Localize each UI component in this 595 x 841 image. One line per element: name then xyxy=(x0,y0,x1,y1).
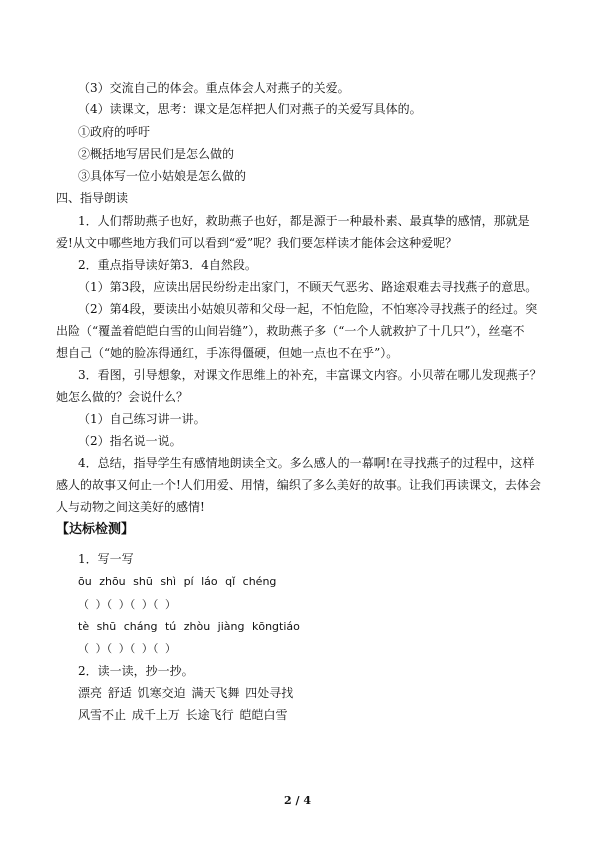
text-line: 人与动物之间这美好的感情! xyxy=(56,500,205,514)
text-line: （1）自己练习讲一讲。 xyxy=(78,412,206,426)
page-number: 2 / 4 xyxy=(284,794,311,807)
section-heading: 【达标检测】 xyxy=(56,522,135,537)
text-line: （1）第3段，应读出居民纷纷走出家门，不顾天气恶劣、路途艰难去寻找燕子的意思。 xyxy=(78,280,538,294)
text-line: 2．重点指导读好第3．4自然段。 xyxy=(78,258,257,272)
text-line: ①政府的呼吁 xyxy=(78,125,151,139)
text-line: （2）第4段，要读出小姑娘贝蒂和父母一起，不怕危险，不怕寒冷寻找燕子的经过。突 xyxy=(78,302,538,316)
text-line: 想自己（“她的脸冻得通红，手冻得僵硬，但她一点也不在乎”）。 xyxy=(56,346,399,360)
exercise-2-title: 2．读一读，抄一抄。 xyxy=(78,664,194,678)
section-heading-guide-reading: 四、指导朗读 xyxy=(56,191,129,205)
word-row: 漂亮 舒适 饥寒交迫 满天飞舞 四处寻找 xyxy=(78,686,294,700)
text-line: 爱!从文中哪些地方我们可以看到“爱”呢？我们要怎样读才能体会这种爱呢？ xyxy=(56,236,458,250)
text-line: 4．总结，指导学生有感情地朗读全文。多么感人的一幕啊!在寻找燕子的过程中，这样 xyxy=(78,456,535,470)
text-line: 她怎么做的？会说什么？ xyxy=(56,390,189,404)
text-line: （4）读课文，思考：课文是怎样把人们对燕子的关爱写具体的。 xyxy=(78,102,422,116)
word-row: 风雪不止 成千上万 长途飞行 皑皑白雪 xyxy=(78,708,288,722)
answer-blanks-row: （ ）（ ）（ ）（ ） xyxy=(78,598,176,611)
pinyin-row: tè shū cháng tú zhòu jiàng kōngtiáo xyxy=(78,620,300,633)
text-line: 出险（“覆盖着皑皑白雪的山间岩缝”），救助燕子多（“一个人就救护了十几只”），丝毫不 xyxy=(56,324,525,338)
text-line: ③具体写一位小姑娘是怎么做的 xyxy=(78,169,247,183)
pinyin-row: ōu zhōu shū shì pí láo qǐ chéng xyxy=(78,575,277,588)
exercise-1-title: 1．写一写 xyxy=(78,552,134,566)
text-line: ②概括地写居民们是怎么做的 xyxy=(78,147,235,161)
text-line: 感人的故事又何止一个!人们用爱、用情，编织了多么美好的故事。让我们再读课文，去体会 xyxy=(56,478,541,492)
text-line: （3）交流自己的体会。重点体会人对燕子的关爱。 xyxy=(78,81,350,95)
text-line: 3．看图，引导想象，对课文作思维上的补充，丰富课文内容。小贝蒂在哪儿发现燕子？ xyxy=(78,368,542,382)
text-line: （2）指名说一说。 xyxy=(78,434,182,448)
text-line: 1．人们帮助燕子也好，救助燕子也好，都是源于一种最朴素、最真挚的感情，那就是 xyxy=(78,214,530,228)
answer-blanks-row: （ ）（ ）（ ）（ ） xyxy=(78,642,176,655)
